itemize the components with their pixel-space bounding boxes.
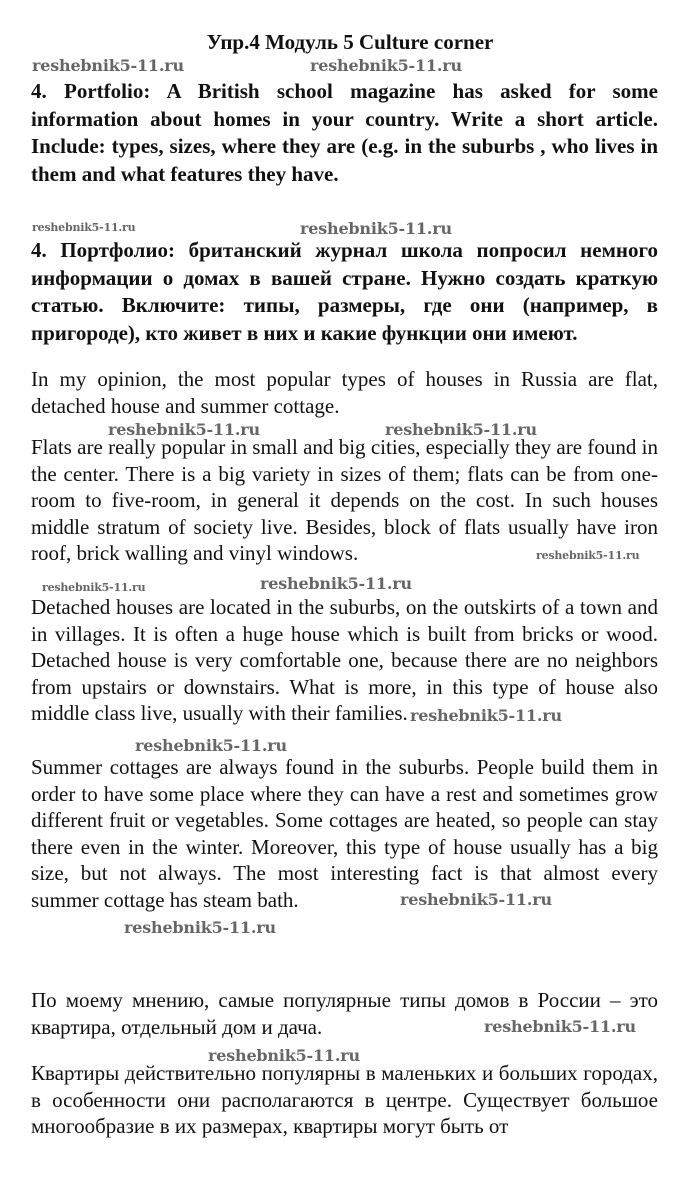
- watermark: reshebnik5-11.ru: [124, 918, 276, 937]
- watermark: reshebnik5-11.ru: [410, 706, 562, 725]
- watermark: reshebnik5-11.ru: [260, 574, 412, 593]
- watermark: reshebnik5-11.ru: [42, 581, 146, 594]
- watermark: reshebnik5-11.ru: [310, 56, 462, 75]
- essay-ru-intro: По моему мнению, самые популярные типы домов в России – это квартира, отдельный дом и дача.: [31, 988, 658, 1039]
- watermark: reshebnik5-11.ru: [208, 1046, 360, 1065]
- task-english: 4. Portfolio: A British school magazine has asked for some information about homes in your country. Write a short article. Include: types, sizes, where they are (e.g. in the suburbs , who lives in them and what features they have.: [31, 79, 658, 186]
- task-russian: 4. Портфолио: британский журнал школа попросил немного информации о домах в вашей стране. Нужно создать краткую статью. Включите: типы, размеры, где они (например, в пригороде), кто живет в них и какие функции они имеют.: [31, 238, 658, 345]
- essay-en-intro: In my opinion, the most popular types of houses in Russia are flat, detached house and summer cottage.: [31, 367, 658, 418]
- watermark: reshebnik5-11.ru: [400, 890, 552, 909]
- watermark: reshebnik5-11.ru: [32, 56, 184, 75]
- essay-en-cottages: Summer cottages are always found in the suburbs. People build them in order to have some place where they can have a rest and sometimes grow different fruit or vegetables. Some cottages are heated, so people can stay there even in the winter. Moreover, this type of house usually has a big size, but not always. The most interesting fact is that almost every summer cottage has steam bath.: [31, 755, 658, 912]
- watermark: reshebnik5-11.ru: [300, 219, 452, 238]
- watermark: reshebnik5-11.ru: [484, 1017, 636, 1036]
- essay-en-flats: Flats are really popular in small and big cities, especially they are found in the center. There is a big variety in sizes of them; flats can be from one-room to five-room, in general it depends on the cost. In such houses middle stratum of society live. Besides, block of flats usually have iron roof, brick walling and vinyl windows.: [31, 435, 658, 565]
- watermark: reshebnik5-11.ru: [385, 420, 537, 439]
- essay-ru-flats: Квартиры действительно популярны в маленьких и больших городах, в особенности они располагаются в центре. Существует большое многообразие в их размерах, квартиры могут быть от: [31, 1061, 658, 1138]
- watermark: reshebnik5-11.ru: [32, 221, 136, 234]
- watermark: reshebnik5-11.ru: [108, 420, 260, 439]
- watermark: reshebnik5-11.ru: [536, 549, 640, 562]
- page-title: Упр.4 Модуль 5 Culture corner: [206, 30, 494, 54]
- watermark: reshebnik5-11.ru: [135, 736, 287, 755]
- essay-en-detached: Detached houses are located in the suburbs, on the outskirts of a town and in villages. It is often a huge house which is built from bricks or wood. Detached house is very comfortable one, because there are no neighbors from upstairs or downstairs. What is more, in this type of house also middle class live, usually with their families.: [31, 595, 658, 725]
